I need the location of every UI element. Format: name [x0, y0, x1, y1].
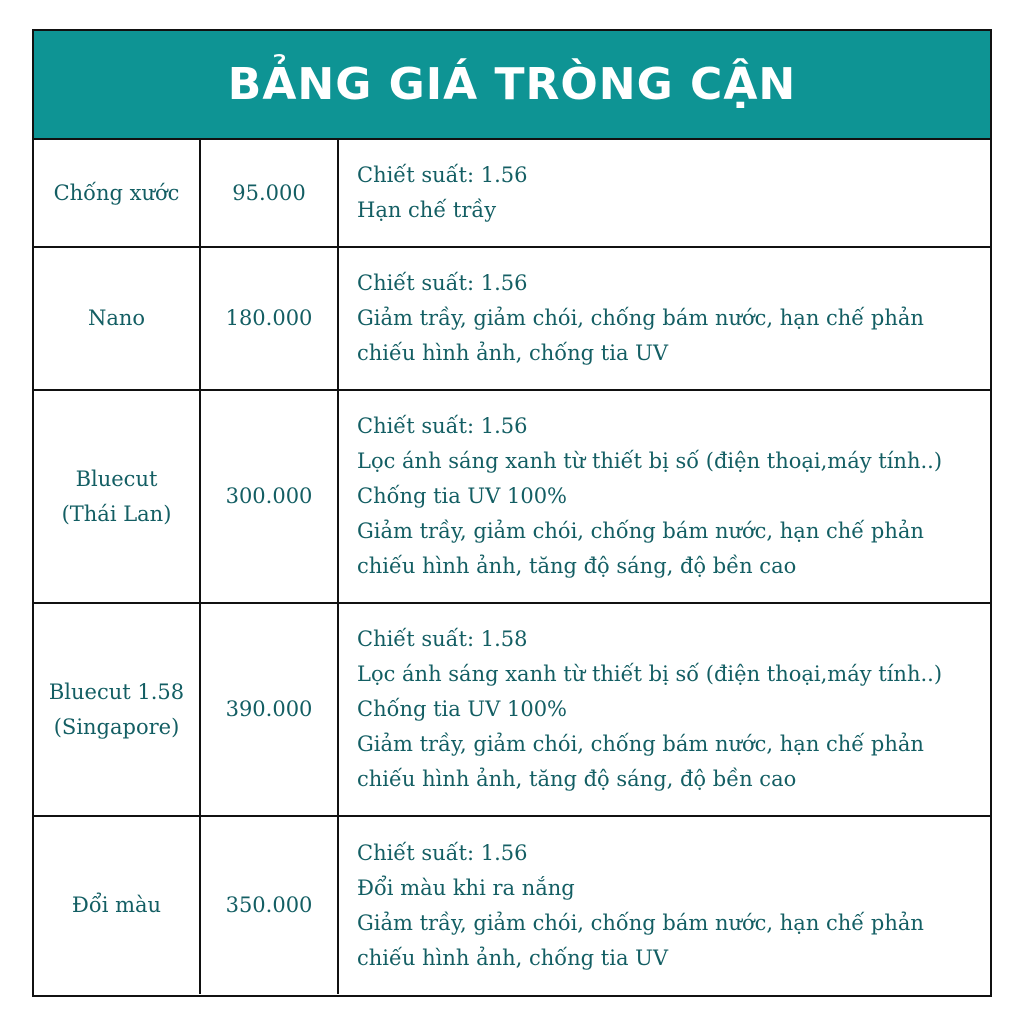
lens-description-cell-line: Chiết suất: 1.56 [357, 163, 528, 187]
price-table [34, 140, 990, 994]
lens-name-cell [34, 390, 200, 603]
lens-price-cell: 180.000 [200, 247, 338, 390]
lens-description-cell [338, 603, 990, 816]
lens-name-cell-line: Bluecut [75, 466, 158, 491]
lens-name-cell [34, 247, 200, 390]
lens-description-cell-line: chiếu hình ảnh, tăng độ sáng, độ bền cao [357, 554, 797, 578]
lens-name-cell-line: (Singapore) [53, 714, 180, 739]
table-row [34, 247, 990, 390]
lens-description-cell-line: chiếu hình ảnh, chống tia UV [357, 945, 669, 970]
lens-description-cell-line: Chiết suất: 1.56 [357, 840, 528, 865]
lens-price-cell: 350.000 [200, 816, 338, 994]
lens-name-cell [34, 603, 200, 816]
lens-description-cell [338, 247, 990, 390]
lens-name-cell [34, 140, 200, 247]
lens-name-cell-line: Bluecut 1.58 [48, 679, 185, 704]
page-title: BẢNG GIÁ TRÒNG CẬN [227, 59, 797, 110]
lens-description-cell-line: Lọc ánh sáng xanh từ thiết bị số (điện thoại,máy tính..) [357, 662, 943, 686]
lens-description-cell-line: Chiết suất: 1.58 [357, 627, 528, 651]
lens-price-cell: 300.000 [200, 390, 338, 603]
lens-description-cell-line: Chống tia UV 100% [357, 484, 568, 508]
lens-description-cell-line: Lọc ánh sáng xanh từ thiết bị số (điện thoại,máy tính..) [357, 449, 943, 473]
table-row [34, 140, 990, 247]
lens-description-cell-line: Chiết suất: 1.56 [357, 271, 528, 295]
lens-price-cell: 95.000 [200, 140, 338, 247]
lens-name-cell-line: (Thái Lan) [61, 501, 172, 526]
lens-description-cell-line: chiếu hình ảnh, tăng độ sáng, độ bền cao [357, 767, 797, 791]
lens-description-cell-line: Giảm trầy, giảm chói, chống bám nước, hạn chế phản [357, 306, 924, 330]
lens-name-cell-line: Chống xước [53, 180, 180, 205]
price-table-sheet [32, 29, 992, 997]
table-row [34, 390, 990, 603]
lens-description-cell [338, 140, 990, 247]
lens-description-cell-line: Giảm trầy, giảm chói, chống bám nước, hạn chế phản [357, 732, 924, 756]
lens-description-cell-line: Hạn chế trầy [357, 198, 497, 222]
lens-description-cell-line: chiếu hình ảnh, chống tia UV [357, 341, 669, 365]
lens-name-cell [34, 816, 200, 994]
table-header [34, 31, 990, 140]
table-row [34, 816, 990, 994]
lens-description-cell-line: Giảm trầy, giảm chói, chống bám nước, hạn chế phản [357, 519, 924, 543]
lens-description-cell [338, 390, 990, 603]
lens-description-cell-line: Giảm trầy, giảm chói, chống bám nước, hạn chế phản [357, 910, 924, 935]
lens-description-cell-line: Chống tia UV 100% [357, 697, 568, 721]
lens-name-cell-line: Đổi màu [71, 893, 162, 917]
lens-description-cell-line: Chiết suất: 1.56 [357, 414, 528, 438]
lens-description-cell-line: Đổi màu khi ra nắng [357, 875, 575, 900]
lens-price-cell: 390.000 [200, 603, 338, 816]
lens-name-cell-line: Nano [87, 306, 146, 330]
table-row [34, 603, 990, 816]
lens-description-cell [338, 816, 990, 994]
